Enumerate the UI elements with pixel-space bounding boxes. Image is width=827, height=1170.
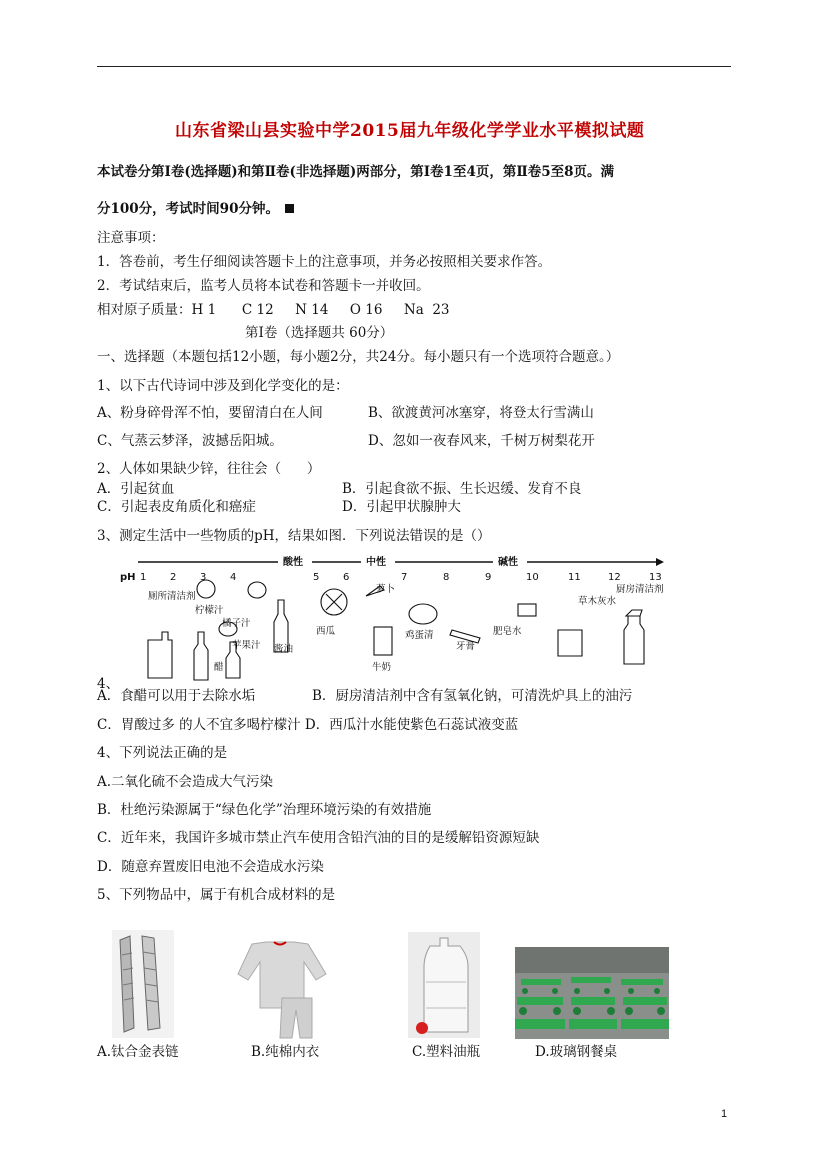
item-label: 苹果汁 (232, 640, 261, 651)
question-1-option-a: A、粉身碎骨浑不怕，要留清白在人间 (97, 405, 323, 421)
item-label: 草木灰水 (578, 596, 617, 607)
ph-tick: 10 (526, 572, 539, 583)
ph-ticks (140, 572, 662, 583)
ph-tick: 3 (200, 572, 207, 583)
milk-carton-icon (374, 627, 392, 655)
question-5-stem: 5、下列物品中，属于有机合成材料的是 (97, 887, 336, 903)
question-4-stem: 4、下列说法正确的是 (97, 745, 228, 761)
item-label: 柠檬汁 (195, 605, 224, 616)
ph-tick: 9 (485, 572, 492, 583)
question-5-option-d: D.玻璃钢餐桌 (535, 1044, 618, 1060)
spray-bottle-icon (624, 610, 644, 664)
question-2-option-c: C．引起表皮角质化和癌症 (97, 499, 256, 515)
neutral-label: 中性 (366, 557, 386, 568)
question-5-option-a: A.钛合金表链 (97, 1044, 179, 1060)
egg-white-dish-icon (409, 604, 437, 624)
item-label: 萝卜 (376, 584, 396, 595)
note-item-2: 2．考试结束后，监考人员将本试卷和答题卡一并收回。 (97, 278, 430, 294)
ph-tick: 8 (443, 572, 450, 583)
ph-tick: 6 (343, 572, 350, 583)
ph-axis-arrow-icon (656, 558, 664, 566)
question-2-option-d: D．引起甲状腺肿大 (342, 499, 461, 515)
item-label: 鸡蛋清 (405, 630, 434, 641)
ph-tick: 7 (401, 572, 408, 583)
ph-tick: 12 (608, 572, 621, 583)
toilet-cleaner-bottle-icon (148, 632, 172, 678)
question-2-stem: 2、人体如果缺少锌，往往会（ ） (97, 461, 321, 477)
question-3-option-a: A．食醋可以用于去除水垢 (97, 688, 256, 704)
item-label: 西瓜 (316, 626, 336, 637)
notes-heading: 注意事项： (97, 230, 165, 246)
page-number: 1 (721, 1108, 728, 1120)
ph-tick: 13 (649, 572, 662, 583)
question-2-option-b: B．引起食欲不振、生长迟缓、发育不良 (342, 481, 582, 497)
page-title: 山东省梁山县实验中学2015届九年级化学学业水平模拟试题 (175, 121, 645, 141)
question-3-stem: 3、测定生活中一些物质的pH，结果如图．下列说法错误的是（） (97, 528, 491, 544)
ph-scale-svg (118, 552, 668, 682)
item-label: 牙膏 (456, 641, 476, 652)
item-label: 厨房清洁剂 (616, 584, 664, 595)
intro-line-1: 本试卷分第Ⅰ卷(选择题)和第Ⅱ卷(非选择题)两部分，第Ⅰ卷1至4页，第Ⅱ卷5至8页。满 (97, 164, 615, 180)
question-2-option-a: A．引起贫血 (97, 481, 175, 497)
question-1-stem: 1、以下古代诗词中涉及到化学变化的是： (97, 378, 349, 394)
ph-tick: 11 (568, 572, 581, 583)
cotton-underwear-image (230, 940, 330, 1040)
question-4-option-c: C．近年来，我国许多城市禁止汽车使用含铅汽油的目的是缓解铅资源短缺 (97, 830, 540, 846)
question-1-option-b: B、欲渡黄河冰塞穿，将登太行雪满山 (368, 405, 594, 421)
question-1-option-c: C、气蒸云梦泽，波撼岳阳城。 (97, 433, 283, 449)
juice-bottle-icon (194, 632, 208, 680)
atomic-masses: 相对原子质量：H 1 C 12 N 14 O 16 Na 23 (97, 302, 450, 318)
plastic-oil-bottle-image (408, 932, 480, 1038)
watch-band-image (112, 930, 174, 1038)
fiberglass-tables-image (515, 947, 669, 1039)
ph-label: pH (120, 572, 136, 583)
ph-tick: 5 (313, 572, 320, 583)
question-5-option-c: C.塑料油瓶 (412, 1044, 481, 1060)
intro-line-2: 分100分，考试时间90分钟。 (97, 197, 294, 217)
soap-icon (518, 604, 536, 616)
part-1-heading: 一、选择题（本题包括12小题，每小题2分，共24分。每小题只有一个选项符合题意。） (97, 349, 620, 365)
orange-icon (248, 582, 266, 598)
item-label: 橘子汁 (222, 618, 251, 629)
question-4-option-d: D．随意弃置废旧电池不会造成水污染 (97, 859, 324, 875)
ph-tick: 2 (170, 572, 177, 583)
header-rule (97, 66, 731, 67)
item-label: 肥皂水 (493, 626, 522, 637)
item-label: 牛奶 (372, 662, 392, 673)
question-3-option-cd: C．胃酸过多 的人不宜多喝柠檬汁 D．西瓜汁水能使紫色石蕊试液变蓝 (97, 717, 519, 733)
item-label: 厕所清洁剂 (148, 591, 196, 602)
item-label: 酱油 (274, 644, 294, 655)
square-mark-icon (285, 204, 294, 213)
section-1-title: 第Ⅰ卷（选择题共 60分） (245, 325, 394, 341)
ph-scale-figure (118, 552, 668, 682)
question-marker-4: 4、 (97, 676, 120, 692)
acid-label: 酸性 (283, 557, 303, 568)
question-3-option-b: B．厨房清洁剂中含有氢氧化钠，可清洗炉具上的油污 (312, 688, 633, 704)
base-label: 碱性 (498, 557, 518, 568)
question-5-option-b: B.纯棉内衣 (251, 1044, 320, 1060)
question-4-option-b: B．杜绝污染源属于“绿色化学”治理环境污染的有效措施 (97, 802, 432, 818)
ph-tick: 1 (140, 572, 147, 583)
ph-tick: 4 (230, 572, 237, 583)
note-item-1: 1．答卷前，考生仔细阅读答题卡上的注意事项，并务必按照相关要求作答。 (97, 254, 552, 270)
question-4-option-a: A.二氧化硫不会造成大气污染 (97, 774, 274, 790)
item-label: 醋 (214, 662, 224, 673)
question-1-option-d: D、忽如一夜春风来，千树万树梨花开 (368, 433, 595, 449)
beaker-icon (558, 630, 582, 656)
